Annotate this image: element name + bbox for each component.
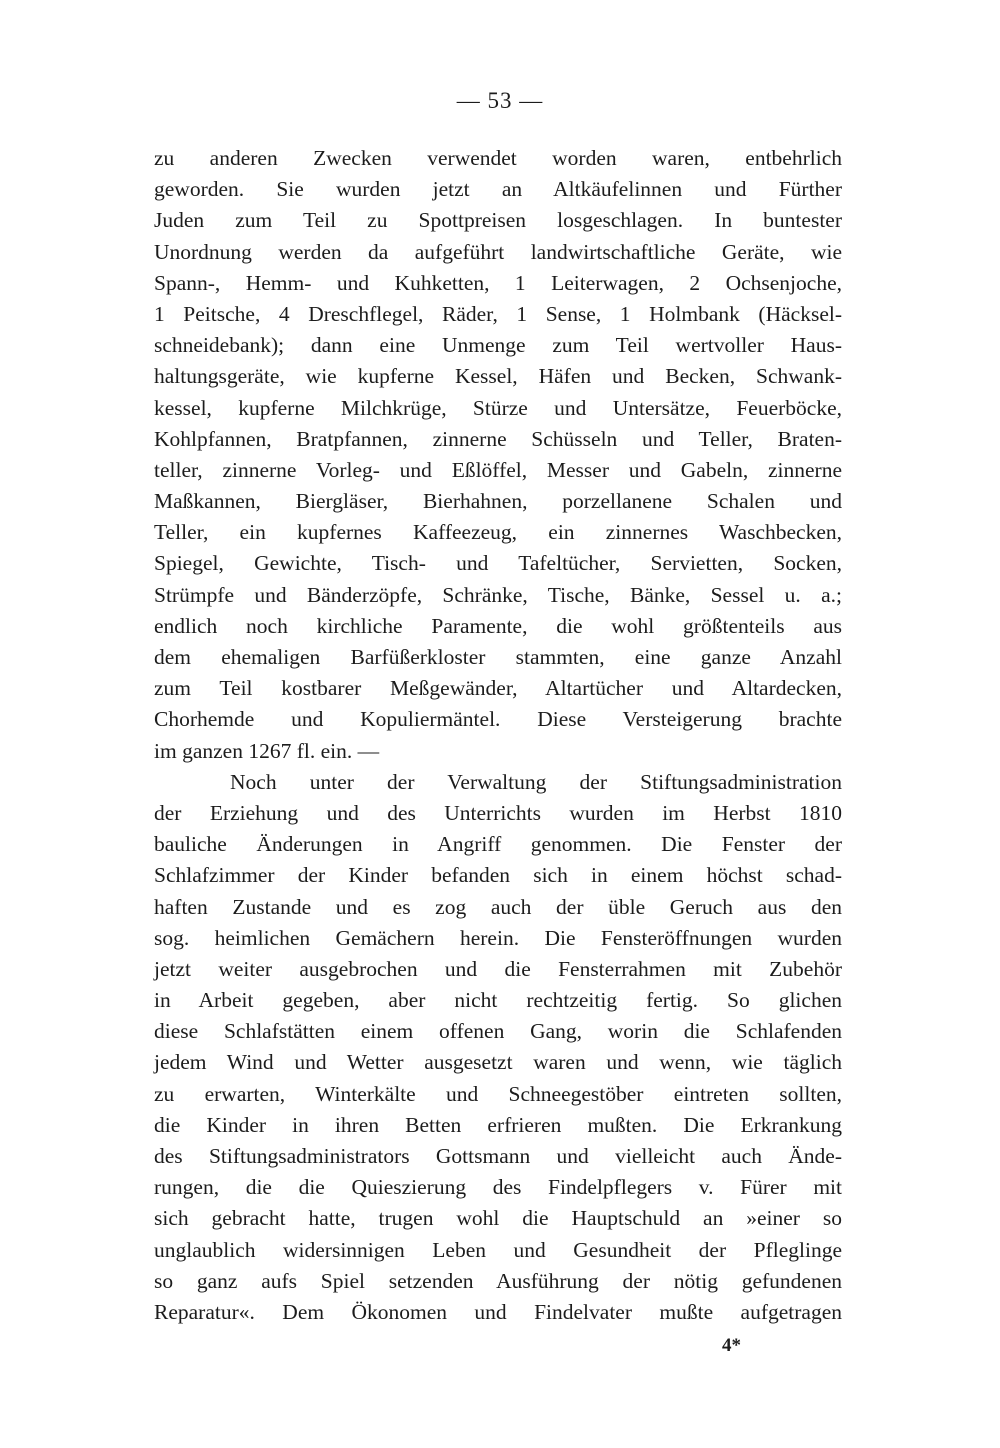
- text-line: Schlafzimmer der Kinder befanden sich in einem höchst schad-: [154, 863, 842, 888]
- text-line: in Arbeit gegeben, aber nicht rechtzeitig fertig. So glichen: [154, 988, 842, 1013]
- text-line: die Kinder in ihren Betten erfrieren mußten. Die Erkrankung: [154, 1112, 842, 1137]
- text-line: Chorhemde und Kopuliermäntel. Diese Versteigerung brachte: [154, 707, 842, 732]
- text-line: im ganzen 1267 fl. ein. —: [154, 738, 380, 763]
- paragraph-1: [154, 143, 842, 767]
- text-line: teller, zinnerne Vorleg- und Eßlöffel, Messer und Gabeln, zinnerne: [154, 457, 842, 482]
- text-line: Spann-, Hemm- und Kuhketten, 1 Leiterwagen, 2 Ochsenjoche,: [154, 270, 842, 295]
- text-line: dem ehemaligen Barfüßerkloster stammten, eine ganze Anzahl: [154, 645, 842, 669]
- text-line: Teller, ein kupfernes Kaffeezeug, ein zinnernes Waschbecken,: [154, 520, 842, 545]
- text-line: so ganz aufs Spiel setzenden Ausführung der nötig gefundenen: [154, 1268, 842, 1293]
- text-line: Maßkannen, Biergläser, Bierhahnen, porzellanene Schalen und: [154, 489, 842, 514]
- text-line: zum Teil kostbarer Meßgewänder, Altartücher und Altardecken,: [154, 676, 842, 701]
- text-line: der Erziehung und des Unterrichts wurden im Herbst 1810: [154, 800, 842, 825]
- text-line: bauliche Änderungen in Angriff genommen. Die Fenster der: [154, 832, 842, 857]
- text-line: jetzt weiter ausgebrochen und die Fensterrahmen mit Zubehör: [154, 956, 842, 981]
- text-line: rungen, die die Quieszierung des Findelpflegers v. Fürer mit: [154, 1175, 842, 1200]
- text-line: haften Zustande und es zog auch der üble Geruch aus den: [154, 894, 842, 919]
- text-line: endlich noch kirchliche Paramente, die wohl größtenteils aus: [154, 613, 842, 638]
- text-line: unglaublich widersinnigen Leben und Gesundheit der Pfleglinge: [154, 1237, 842, 1262]
- text-line: sog. heimlichen Gemächern herein. Die Fensteröffnungen wurden: [154, 925, 842, 950]
- text-line: Spiegel, Gewichte, Tisch- und Tafeltücher, Servietten, Socken,: [154, 551, 842, 576]
- text-line: diese Schlafstätten einem offenen Gang, worin die Schlafenden: [154, 1019, 842, 1044]
- text-line: Strümpfe und Bänderzöpfe, Schränke, Tische, Bänke, Sessel u. a.;: [154, 582, 842, 607]
- text-line: des Stiftungsadministrators Gottsmann und vielleicht auch Ände-: [154, 1144, 842, 1168]
- text-line: geworden. Sie wurden jetzt an Altkäufelinnen und Fürther: [154, 177, 842, 202]
- signature-mark: 4*: [722, 1335, 741, 1356]
- text-line: schneidebank); dann eine Unmenge zum Teil wertvoller Haus-: [154, 333, 842, 358]
- text-line: zu erwarten, Winterkälte und Schneegestöber eintreten sollten,: [154, 1081, 842, 1106]
- text-line: Unordnung werden da aufgeführt landwirtschaftliche Geräte, wie: [154, 239, 842, 264]
- text-line: Reparatur«. Dem Ökonomen und Findelvater mußte aufgetragen: [154, 1299, 842, 1324]
- paragraph-2: [154, 767, 842, 1328]
- body-text: [154, 143, 842, 1328]
- text-line: jedem Wind und Wetter ausgesetzt waren und wenn, wie täglich: [154, 1050, 842, 1075]
- text-line: Juden zum Teil zu Spottpreisen losgeschlagen. In buntester: [154, 208, 842, 233]
- text-line: Kohlpfannen, Bratpfannen, zinnerne Schüsseln und Teller, Braten-: [154, 426, 842, 451]
- text-line: 1 Peitsche, 4 Dreschflegel, Räder, 1 Sense, 1 Holmbank (Häcksel-: [154, 301, 842, 326]
- text-line: Noch unter der Verwaltung der Stiftungsadministration: [230, 769, 842, 794]
- text-line: sich gebracht hatte, trugen wohl die Hauptschuld an »einer so: [154, 1206, 842, 1231]
- text-line: zu anderen Zwecken verwendet worden waren, entbehrlich: [154, 146, 842, 170]
- text-line: haltungsgeräte, wie kupferne Kessel, Häfen und Becken, Schwank-: [154, 364, 842, 389]
- page-number: — 53 —: [456, 88, 544, 113]
- text-line: kessel, kupferne Milchkrüge, Stürze und Untersätze, Feuerböcke,: [154, 395, 842, 420]
